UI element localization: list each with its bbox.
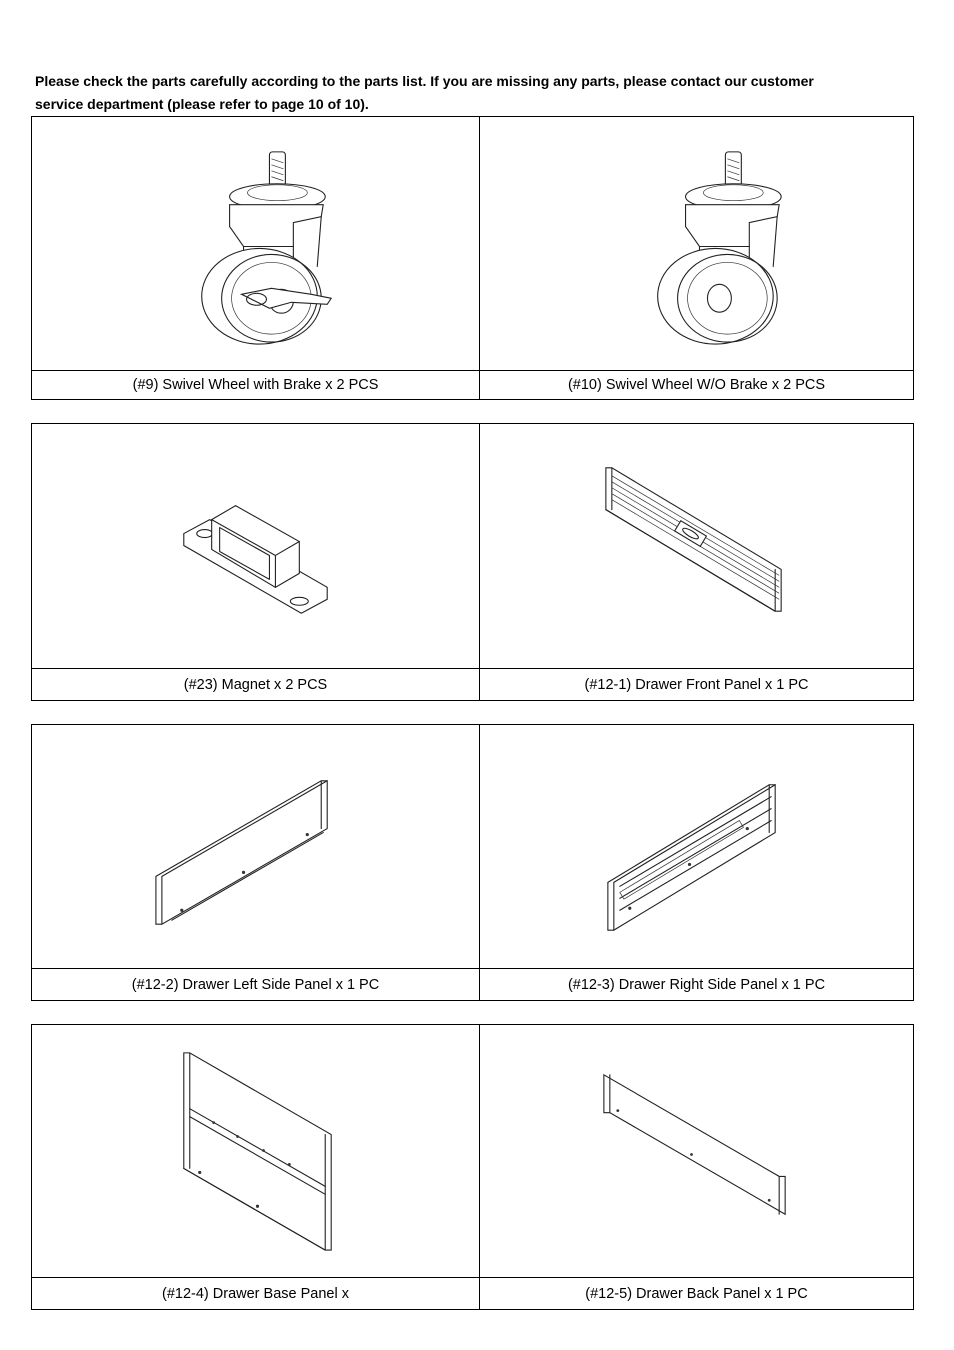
parts-table-wheels [31,116,914,400]
part-image-swivel-wheel-no-brake [480,117,914,371]
part-caption: (#12-5) Drawer Back Panel x 1 PC [480,1278,914,1310]
part-caption: (#12-4) Drawer Base Panel x [32,1278,480,1310]
part-image-drawer-back-panel [480,1025,914,1278]
intro-line-1: Please check the parts carefully according to the parts list. If you are missing any parts, please contact our customer [35,73,814,89]
part-caption: (#10) Swivel Wheel W/O Brake x 2 PCS [480,371,914,400]
part-image-drawer-left-side-panel [32,725,480,969]
part-caption: (#12-2) Drawer Left Side Panel x 1 PC [32,969,480,1001]
drawer-left-side-panel-icon [32,725,479,968]
part-caption: (#23) Magnet x 2 PCS [32,669,480,701]
part-image-drawer-right-side-panel [480,725,914,969]
drawer-right-side-panel-icon [480,725,913,968]
drawer-base-panel-icon [32,1025,479,1277]
part-image-drawer-front-panel [480,424,914,669]
intro-line-2: service department (please refer to page 10 of 10). [35,96,369,112]
parts-table-base-back [31,1024,914,1310]
parts-table-magnet-front [31,423,914,701]
part-image-drawer-base-panel [32,1025,480,1278]
swivel-wheel-without-brake-icon [480,117,913,370]
drawer-front-panel-icon [480,424,913,668]
magnet-icon [32,424,479,668]
part-caption: (#12-1) Drawer Front Panel x 1 PC [480,669,914,701]
swivel-wheel-with-brake-icon [32,117,479,370]
parts-table-side-panels [31,724,914,1001]
drawer-back-panel-icon [480,1025,913,1277]
part-caption: (#9) Swivel Wheel with Brake x 2 PCS [32,371,480,400]
part-image-magnet [32,424,480,669]
intro-text [35,70,895,116]
part-caption: (#12-3) Drawer Right Side Panel x 1 PC [480,969,914,1001]
part-image-swivel-wheel-brake [32,117,480,371]
